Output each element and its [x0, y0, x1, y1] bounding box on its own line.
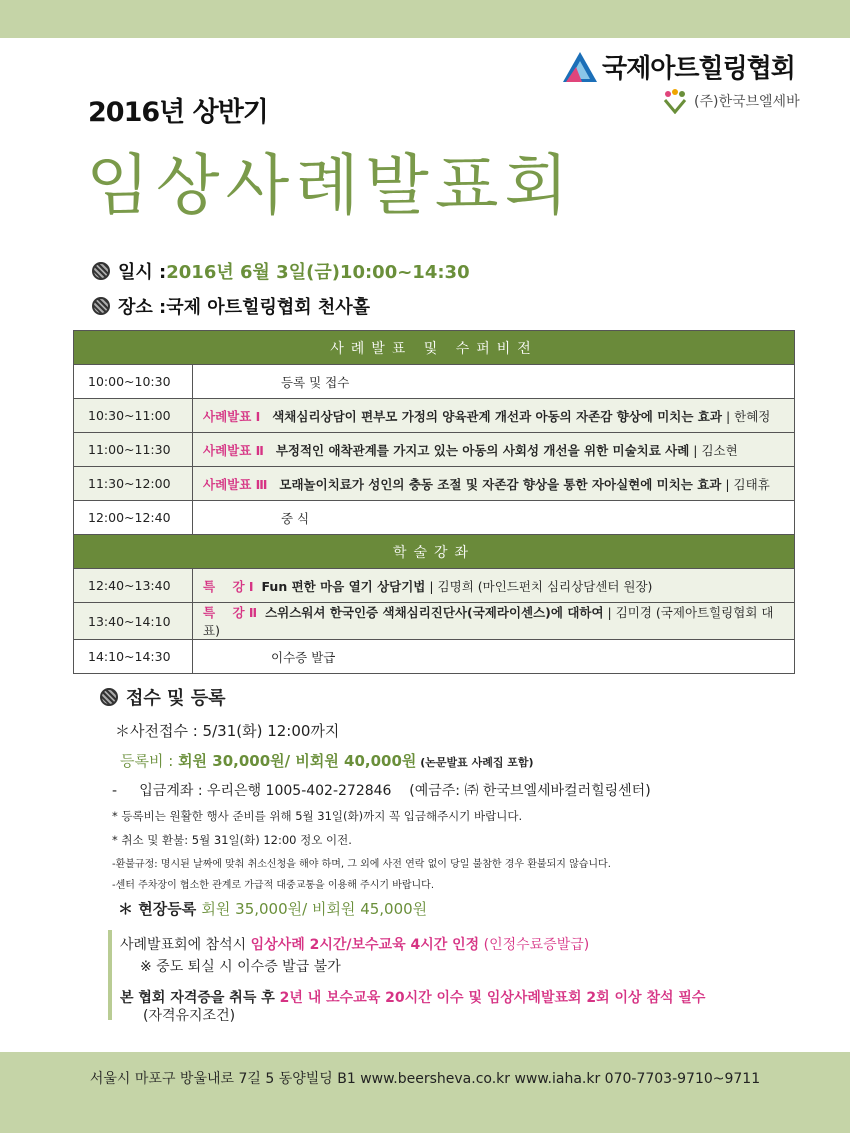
program-cell: [193, 501, 795, 535]
date-value: 2016년 6월 3일(금)10:00~14:30: [166, 262, 470, 283]
time-cell: 11:00~11:30: [74, 433, 193, 467]
program-title: 모래놀이치료가 성인의 충동 조절 및 자존감 향상을 통한 자아실현에 미치는 효과: [279, 476, 722, 492]
bullet-icon: [92, 297, 110, 315]
table-row: [74, 365, 795, 399]
table-row: [74, 399, 795, 433]
program-title: 부정적인 애착관계를 가지고 있는 아동의 사회성 개선을 위한 미술치료 사례: [275, 442, 690, 458]
top-band: [0, 0, 850, 38]
onsite-line: [118, 898, 427, 919]
logo-beersheva: [662, 88, 800, 114]
triangle-logo-icon: [562, 51, 598, 83]
program-title: 이수증 발급: [271, 649, 336, 665]
notice-text: 본 협회 자격증을 취득 후: [120, 990, 280, 1006]
notice-text: (인정수료증발급): [479, 937, 590, 953]
program-cell: [193, 640, 795, 674]
program-tag: 사례발표 Ⅲ: [203, 476, 268, 492]
fee-line: [120, 750, 534, 771]
section-header: [74, 331, 795, 365]
time-cell: 10:00~10:30: [74, 365, 193, 399]
schedule-table: [73, 330, 795, 674]
notice-line-2: ※ 중도 퇴실 시 이수증 발급 불가: [140, 959, 341, 975]
program-speaker: | 김태휴: [725, 476, 770, 492]
place-label: 장소 :: [118, 297, 167, 318]
notice-text: 사례발표회에 참석시: [120, 937, 251, 953]
registration-heading-text: 접수 및 등록: [126, 688, 226, 709]
program-cell: [193, 433, 795, 467]
date-label: 일시 :: [118, 262, 167, 283]
onsite-label: ＊ 현장등록: [118, 900, 202, 918]
logo-beersheva-text: (주)한국브엘세바: [694, 94, 800, 110]
table-row: [74, 467, 795, 501]
program-speaker: | 김명희 (마인드펀치 심리상담센터 원장): [429, 578, 653, 594]
note-1: * 등록비는 원활한 행사 준비를 위해 5월 31일(화)까지 꼭 입금해주시기 바랍니다.: [112, 809, 523, 823]
logo-iaha-text: 국제아트힐링협회: [602, 54, 795, 84]
program-cell: [193, 569, 795, 603]
program-title: 색채심리상담이 편부모 가정의 양육관계 개선과 아동의 자존감 향상에 미치는 효과: [272, 408, 722, 424]
note-3: -환불규정: 명시된 날짜에 맞춰 취소신청을 해야 하며, 그 외에 사전 연락 없이 당일 불참한 경우 환불되지 않습니다.: [112, 859, 611, 870]
program-title: 스위스워셔 한국인증 색채심리진단사(국제라이센스)에 대하여: [265, 605, 604, 620]
section-title: 사례발표 및 수퍼비전: [74, 331, 795, 365]
program-tag: 특 강 Ⅰ: [203, 578, 254, 594]
date-info: [92, 258, 470, 284]
notice-highlight: 임상사례 2시간/보수교육 4시간 인정: [250, 937, 480, 953]
program-title: Fun 편한 마음 열기 상담기법: [261, 578, 426, 594]
section-title: 학술강좌: [74, 535, 795, 569]
notice-line-3: [120, 987, 705, 1007]
registration-heading: [100, 684, 225, 710]
table-row: [74, 501, 795, 535]
table-row: [74, 433, 795, 467]
bullet-icon: [100, 688, 118, 706]
event-subtitle: 2016년 상반기: [88, 97, 268, 128]
place-value: 국제 아트힐링협회 천사홀: [166, 297, 371, 318]
table-row: [74, 640, 795, 674]
note-2: * 취소 및 환불: 5월 31일(화) 12:00 정오 이전.: [112, 833, 352, 847]
program-speaker: | 한혜정: [725, 408, 771, 424]
program-cell: [193, 399, 795, 433]
footer-band: [0, 1052, 850, 1133]
program-title: 등록 및 접수: [281, 374, 350, 390]
time-cell: 12:40~13:40: [74, 569, 193, 603]
event-title: 임상사례발표회: [86, 147, 575, 224]
time-cell: 12:00~12:40: [74, 501, 193, 535]
fee-value: 회원 30,000원/ 비회원 40,000원: [178, 752, 417, 770]
people-logo-icon: [662, 88, 688, 114]
time-cell: 14:10~14:30: [74, 640, 193, 674]
notice-highlight: 2년 내 보수교육 20시간 이수 및 임상사례발표회 2회 이상 참석 필수: [279, 990, 706, 1006]
pre-registration: ＊사전접수 : 5/31(화) 12:00까지: [115, 722, 340, 740]
fee-note: (논문발표 사례집 포함): [416, 756, 534, 769]
time-cell: 13:40~14:10: [74, 603, 193, 640]
table-row: [74, 569, 795, 603]
bullet-icon: [92, 262, 110, 280]
program-speaker: | 김소현: [693, 442, 738, 458]
notice-line-4: (자격유지조건): [143, 1008, 236, 1024]
footer-address: 서울시 마포구 방울내로 7길 5 동양빌딩 B1 www.beersheva.co.kr www.iaha.kr 070-7703-9710~9711: [89, 1071, 761, 1087]
section-header: [74, 535, 795, 569]
place-info: [92, 293, 370, 319]
program-tag: 사례발표 Ⅰ: [203, 408, 261, 424]
program-cell: [193, 467, 795, 501]
onsite-value: 회원 35,000원/ 비회원 45,000원: [201, 900, 428, 918]
logo-iaha: [562, 48, 795, 85]
time-cell: 10:30~11:00: [74, 399, 193, 433]
time-cell: 11:30~12:00: [74, 467, 193, 501]
notice-line-1: [120, 934, 589, 954]
note-4: -센터 주차장이 협소한 관계로 가급적 대중교통을 이용해 주시기 바랍니다.: [112, 880, 435, 891]
account-line: - 입금계좌 : 우리은행 1005-402-272846 (예금주: ㈜ 한국브엘세바컬러힐링센터): [112, 783, 651, 799]
table-row: [74, 603, 795, 640]
fee-label: 등록비 :: [120, 752, 179, 770]
program-cell: [193, 603, 795, 640]
program-tag: 사례발표 Ⅱ: [203, 442, 264, 458]
program-cell: [193, 365, 795, 399]
program-title: 중 식: [281, 510, 310, 526]
program-tag: 특 강 Ⅱ: [203, 605, 258, 620]
program-speaker: | 김미경 (국제아트힐링협회 대표): [203, 605, 774, 638]
